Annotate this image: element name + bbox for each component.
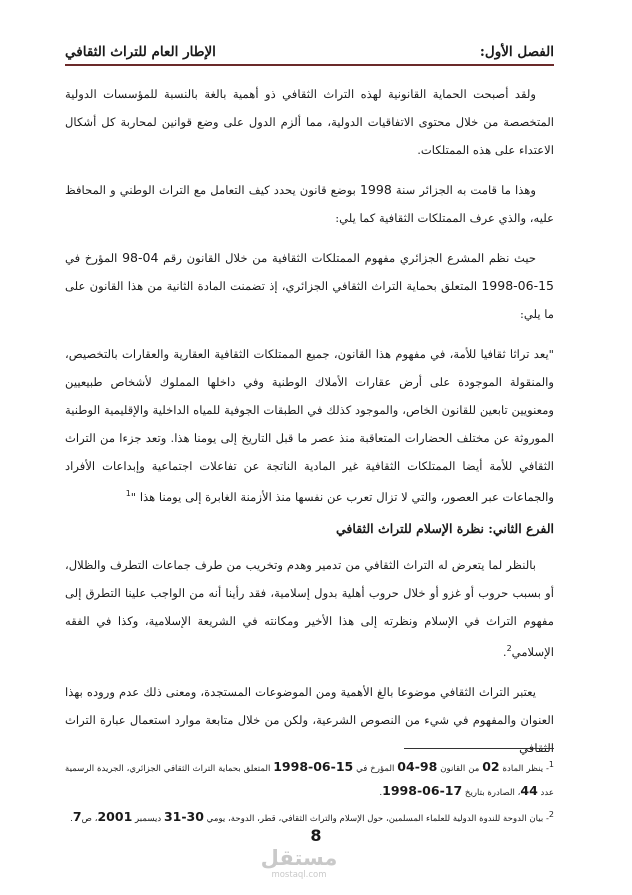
footnote-separator: [404, 748, 554, 749]
footnote-1: $^1$- ينظر المادة 02 من القانون 98-04 المؤرخ في 15-06-1998 المتعلق بحماية التراث الثقافي الجزائري، الجريدة الرسمية عدد 44، الصادرة بتاريخ 17-06-1998.: [65, 758, 554, 798]
paragraph-2: وهذا ما قامت به الجزائر سنة 1998 بوضع قانون يحدد كيف التعامل مع التراث الوطني و المحافظ عليه، والذي عرف الممتلكات الثقافية كما يلي:: [65, 182, 554, 225]
paragraph-3: حيث نظم المشرع الجزائري مفهوم الممتلكات الثقافية من خلال القانون رقم 04-98 المؤرخ في 15-06-1998 المتعلق بحماية التراث الثقافي الجزائري، إذ تضمنت المادة الثانية من هذا القانون على ما يلي:: [65, 250, 554, 321]
paragraph-1: ولقد أصبحت الحماية القانونية لهذه التراث الثقافي ذو أهمية بالغة بالنسبة للمؤسسات الدولية المتخصصة من خلال محتوى الاتفاقيات الدولية، مما ألزم الدول على وضع قوانين لمحاربة كل أشكال الاعتداء على هذه الممتلكات.: [65, 87, 554, 157]
page-number: 8: [310, 826, 322, 845]
law-date: 15-06-1998: [481, 278, 554, 293]
footnote-2: $^2$- بيان الدوحة للندوة الدولية للعلماء المسلمين، حول الإسلام والتراث الثقافي، قطر، الدوحة، يومي 30-31 ديسمبر 2001، ص7.: [70, 808, 554, 824]
page-header: [65, 38, 554, 60]
mostaql-watermark-logo: [254, 846, 344, 886]
paragraph-4: بالنظر لما يتعرض له التراث الثقافي من تدمير وهدم وتخريب من طرف جماعات التطرف والظلال، أو بسبب حروب أو غزو أو خلال حروب أهلية بدول إسلامية، فقد رأينا أنه من الواجب علينا التطرق إلى مفهوم التراث في الإسلام ونظرته إلى هذا الأخير ومكانته في الشريعة الإسلامية، وكذا في الفقه الإسلامي$^2$.: [65, 557, 554, 659]
footnote-ref-2[interactable]: 2: [506, 643, 512, 653]
watermark-site: mostaql.com: [271, 870, 327, 880]
body-text: [65, 80, 554, 774]
law-number: 04-98: [122, 250, 159, 265]
watermark-logo-text: مستقل: [260, 846, 338, 870]
year-number: 1998: [359, 182, 392, 197]
footnotes: [65, 754, 554, 830]
footnote-ref-1[interactable]: 1: [125, 489, 131, 498]
paragraph-5: يعتبر التراث الثقافي موضوعا بالغ الأهمية ومن الموضوعات المستجدة، ومعنى ذلك عدم وروده بهذا العنوان والمفهوم في شيء من النصوص الشرعية، ولكن من خلال متابعة موارد استعمال عبارة التراث الثقافي: [65, 684, 554, 755]
legal-quote: "يعد تراثا ثقافيا للأمة، في مفهوم هذا القانون، جميع الممتلكات الثقافية العقارية والعقارات بالتخصيص، والمنقولة الموجودة على أرض عقارات الأملاك الوطنية وفي داخلها المملوك لأشخاص طبيعيين ومعنويين تابعين للقانون الخاص، والموجود كذلك في الطبقات الجوفية للمياه الداخلية والإقليمية الوطنية الموروثة عن مختلف الحضارات المتعاقبة منذ عصر ما قبل التاريخ إلى يومنا هذا. وتعد جزءا من التراث الثقافي للأمة أيضا الممتلكات الثقافية غير المادية الناتجة عن تفاعلات اجتماعية وإبداعات الأفراد والجماعات عبر العصور، والتي لا تزال تعرب عن نفسها منذ الأزمنة الغابرة إلى يومنا هذا "$^1$: [65, 347, 554, 504]
chapter-title: الإطار العام للتراث الثقافي: [65, 44, 216, 60]
section-heading: الفرع الثاني: نظرة الإسلام للتراث الثقافي: [336, 520, 554, 536]
header-rule: [65, 64, 554, 66]
chapter-label: الفصل الأول:: [479, 44, 554, 60]
